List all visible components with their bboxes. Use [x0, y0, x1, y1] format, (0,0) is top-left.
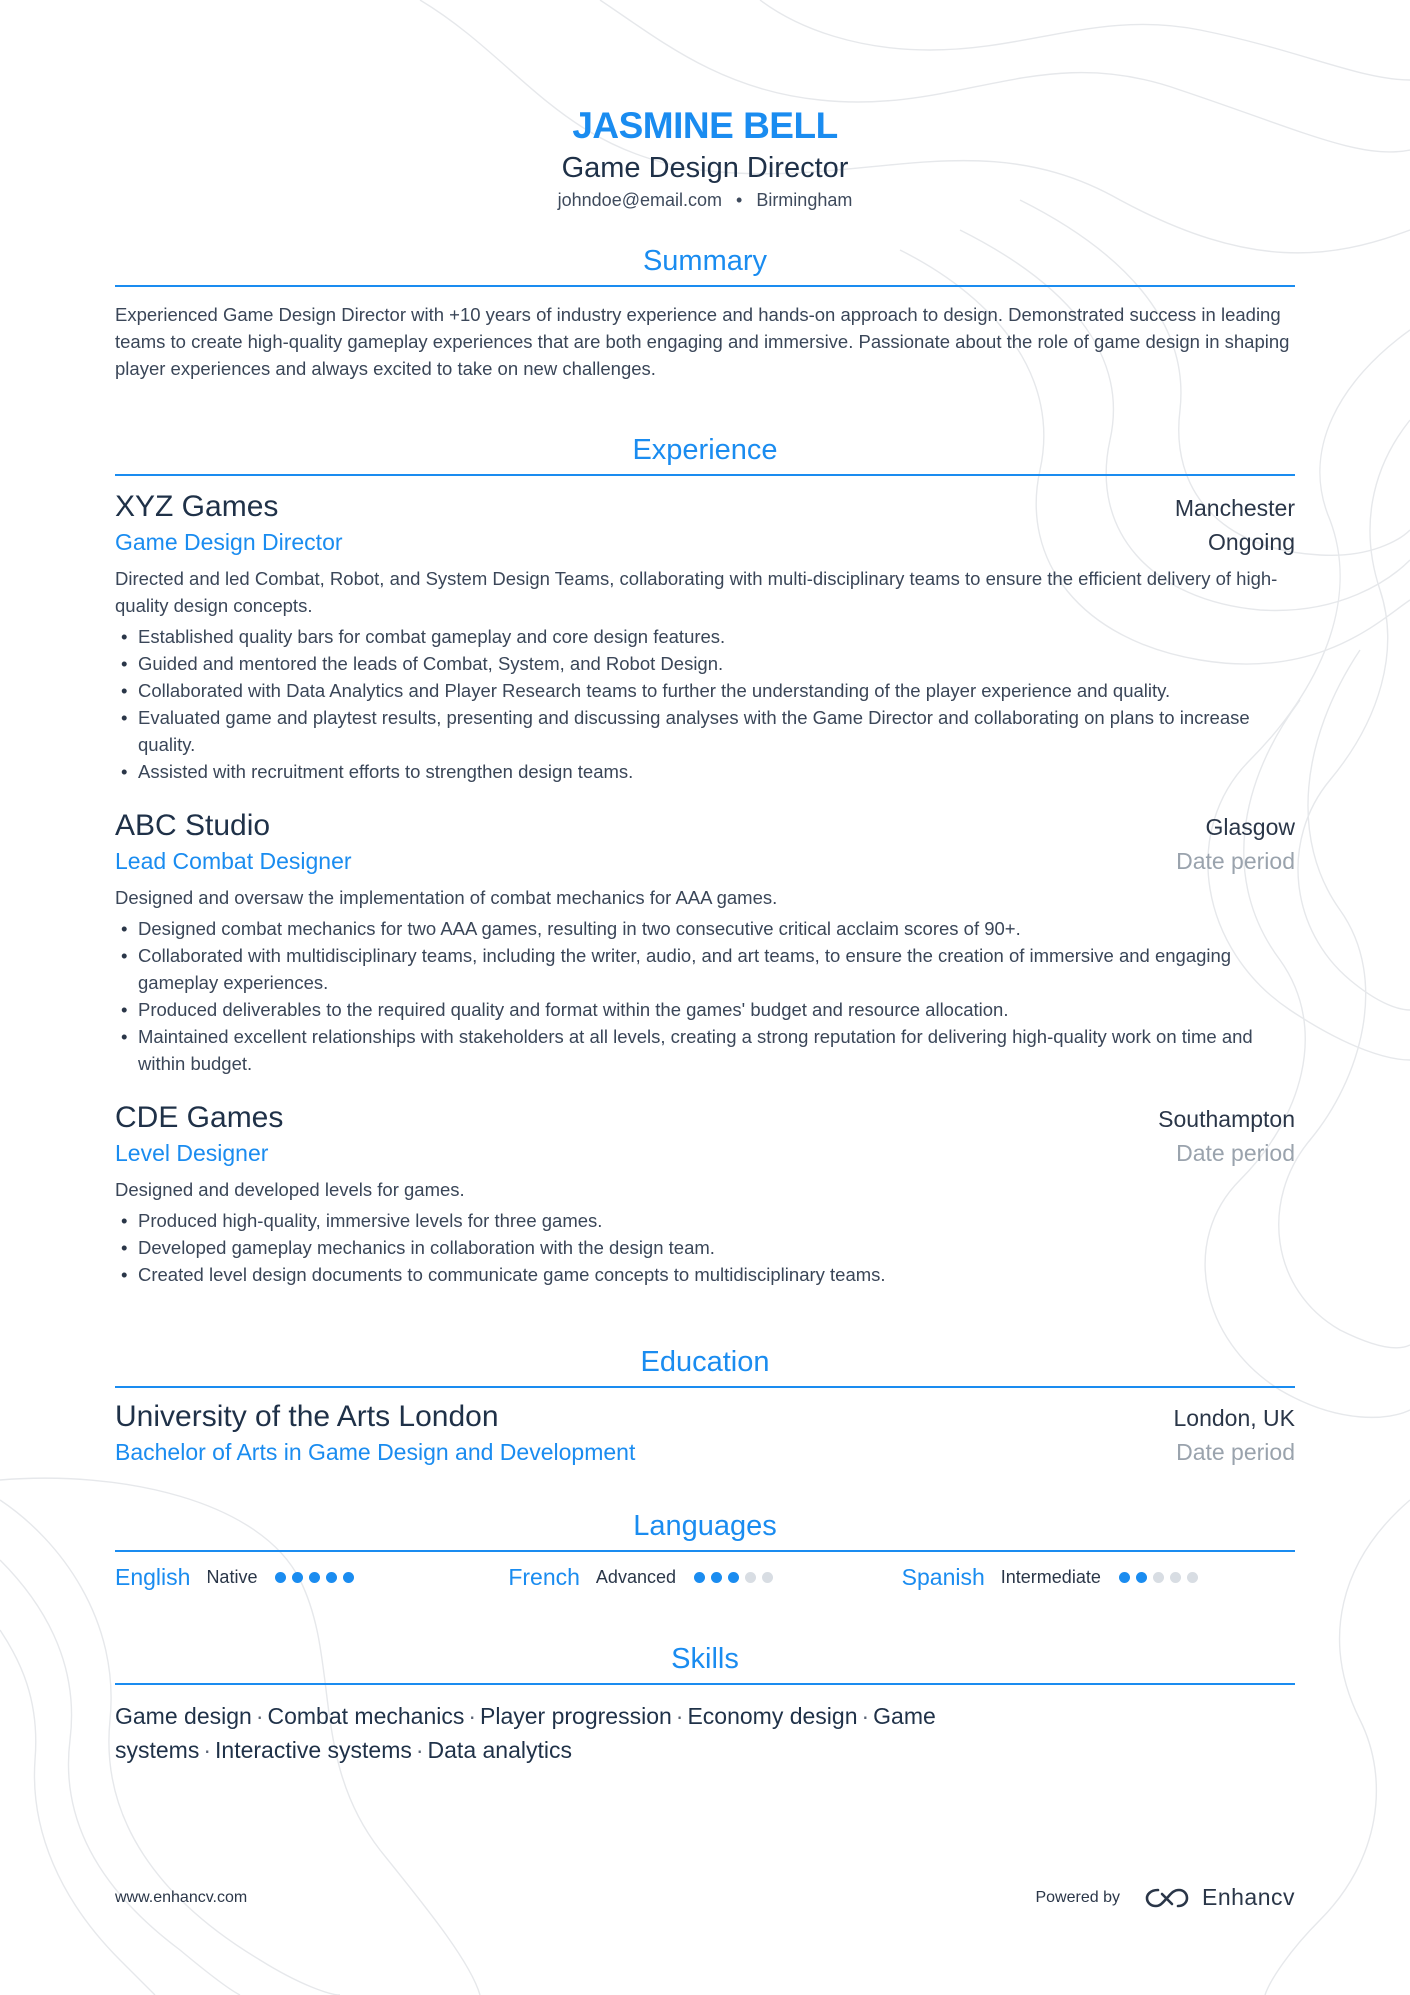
- skill-item: Game systems: [115, 1703, 936, 1763]
- job-company: ABC Studio: [115, 809, 271, 842]
- job-bullet: • Designed combat mechanics for two AAA games, resulting in two consecutive critical acclaim scores of 90+.: [115, 915, 1295, 942]
- languages-heading: Languages: [115, 1508, 1295, 1552]
- job-location: Manchester: [1174, 495, 1295, 521]
- rating-dot-empty: [1153, 1572, 1164, 1583]
- resume-header: [115, 0, 1295, 211]
- candidate-title: Game Design Director: [561, 152, 849, 184]
- skill-separator: ·: [675, 1703, 684, 1729]
- rating-dot-filled: [326, 1572, 337, 1583]
- job-bullets: [115, 915, 1295, 1077]
- language-name: French: [508, 1564, 580, 1590]
- job-bullets: [115, 1207, 1295, 1288]
- contact-separator: •: [736, 190, 743, 210]
- experience-heading: Experience: [115, 432, 1295, 476]
- job-role: Lead Combat Designer: [115, 848, 352, 874]
- job-bullet: • Maintained excellent relationships with stakeholders at all levels, creating a strong reputation for delivering high-quality work on time and within budget.: [115, 1023, 1295, 1077]
- language-level: Advanced: [595, 1567, 676, 1587]
- skill-separator: ·: [861, 1703, 870, 1729]
- job-bullet: • Assisted with recruitment efforts to strengthen design teams.: [115, 758, 1295, 785]
- rating-dot-filled: [1136, 1572, 1147, 1583]
- edu-period: Date period: [1176, 1439, 1295, 1465]
- skill-item: Player progression: [480, 1703, 672, 1729]
- skill-separator: ·: [203, 1737, 212, 1763]
- experience-entry: [115, 807, 1295, 1077]
- language-name: Spanish: [901, 1564, 985, 1590]
- job-bullet: • Produced deliverables to the required quality and format within the games' budget and resource allocation.: [115, 996, 1295, 1023]
- job-company: XYZ Games: [115, 490, 279, 523]
- job-description: Directed and led Combat, Robot, and System Design Teams, collaborating with multi-disciplinary teams to ensure the efficient delivery of high-quality design concepts.: [115, 568, 1278, 616]
- footer-website[interactable]: www.enhancv.com: [115, 1888, 248, 1906]
- job-bullet: • Evaluated game and playtest results, presenting and discussing analyses with the Game Director and collaborating on plans to increase quality.: [115, 704, 1295, 758]
- footer-branding: [1035, 1884, 1295, 1911]
- skill-separator: ·: [415, 1737, 424, 1763]
- job-role: Game Design Director: [115, 529, 343, 555]
- contact-location: Birmingham: [756, 190, 853, 210]
- job-bullet: • Developed gameplay mechanics in collaboration with the design team.: [115, 1234, 1295, 1261]
- job-bullets: [115, 623, 1295, 785]
- rating-dot-filled: [1119, 1572, 1130, 1583]
- contact-email[interactable]: johndoe@email.com: [557, 190, 722, 210]
- language-rating: [1119, 1572, 1198, 1583]
- job-description: Designed and oversaw the implementation of combat mechanics for AAA games.: [115, 887, 778, 908]
- job-bullet: • Guided and mentored the leads of Combat, System, and Robot Design.: [115, 650, 1295, 677]
- job-description: Designed and developed levels for games.: [115, 1179, 465, 1200]
- summary-heading: Summary: [115, 243, 1295, 287]
- footer: [115, 1884, 1295, 1911]
- languages-list: [115, 1564, 1295, 1591]
- skill-item: Data analytics: [427, 1737, 572, 1763]
- rating-dot-empty: [1170, 1572, 1181, 1583]
- edu-degree: Bachelor of Arts in Game Design and Development: [115, 1439, 636, 1465]
- skill-item: Interactive systems: [215, 1737, 412, 1763]
- skill-item: Game design: [115, 1703, 252, 1729]
- job-bullet: • Collaborated with Data Analytics and Player Research teams to further the understanding of the player experience and quality.: [115, 677, 1295, 704]
- job-bullet: • Collaborated with multidisciplinary teams, including the writer, audio, and art teams, to ensure the creation of immersive and engaging gameplay experiences.: [115, 942, 1295, 996]
- rating-dot-filled: [711, 1572, 722, 1583]
- skills-list: [115, 1699, 1145, 1767]
- job-period: Ongoing: [1208, 529, 1295, 555]
- job-location: Glasgow: [1205, 814, 1295, 840]
- summary-text: Experienced Game Design Director with +10 years of industry experience and hands-on approach to design. Demonstrated success in leading teams to create high-quality gameplay experiences that are both engaging and immersive. Passionate about the role of game design in shaping player experiences and always excited to take on new challenges.: [115, 304, 1290, 379]
- language-rating: [694, 1572, 773, 1583]
- candidate-name: JASMINE BELL: [572, 105, 838, 146]
- job-bullet: • Established quality bars for combat gameplay and core design features.: [115, 623, 1295, 650]
- experience-entry: [115, 1099, 1295, 1288]
- language-rating: [275, 1572, 354, 1583]
- job-company: CDE Games: [115, 1101, 284, 1134]
- job-location: Southampton: [1158, 1106, 1295, 1132]
- enhancv-logo-icon: [1144, 1886, 1190, 1910]
- rating-dot-empty: [1187, 1572, 1198, 1583]
- language-name: English: [115, 1564, 191, 1590]
- rating-dot-filled: [309, 1572, 320, 1583]
- brand-name: Enhancv: [1201, 1884, 1295, 1910]
- language-item: [902, 1564, 1295, 1591]
- resume-page: [115, 0, 1295, 1995]
- education-entry: [115, 1398, 1295, 1468]
- rating-dot-filled: [728, 1572, 739, 1583]
- experience-entry: [115, 488, 1295, 785]
- rating-dot-filled: [275, 1572, 286, 1583]
- skills-heading: Skills: [115, 1641, 1295, 1685]
- language-level: Intermediate: [1000, 1567, 1101, 1587]
- rating-dot-filled: [292, 1572, 303, 1583]
- skill-item: Combat mechanics: [267, 1703, 465, 1729]
- education-heading: Education: [115, 1344, 1295, 1388]
- job-bullet: • Produced high-quality, immersive levels for three games.: [115, 1207, 1295, 1234]
- job-period: Date period: [1176, 1140, 1295, 1166]
- contact-line: [115, 190, 1295, 211]
- skill-separator: ·: [468, 1703, 477, 1729]
- language-item: [115, 1564, 508, 1591]
- rating-dot-filled: [694, 1572, 705, 1583]
- job-period: Date period: [1176, 848, 1295, 874]
- edu-school: University of the Arts London: [115, 1400, 499, 1433]
- job-bullet: • Created level design documents to communicate game concepts to multidisciplinary teams.: [115, 1261, 1295, 1288]
- job-role: Level Designer: [115, 1140, 269, 1166]
- rating-dot-empty: [745, 1572, 756, 1583]
- language-level: Native: [206, 1567, 258, 1587]
- edu-location: London, UK: [1173, 1405, 1295, 1431]
- language-item: [508, 1564, 901, 1591]
- powered-by-label: Powered by: [1035, 1888, 1120, 1906]
- skill-item: Economy design: [687, 1703, 858, 1729]
- skill-separator: ·: [255, 1703, 264, 1729]
- rating-dot-filled: [343, 1572, 354, 1583]
- rating-dot-empty: [762, 1572, 773, 1583]
